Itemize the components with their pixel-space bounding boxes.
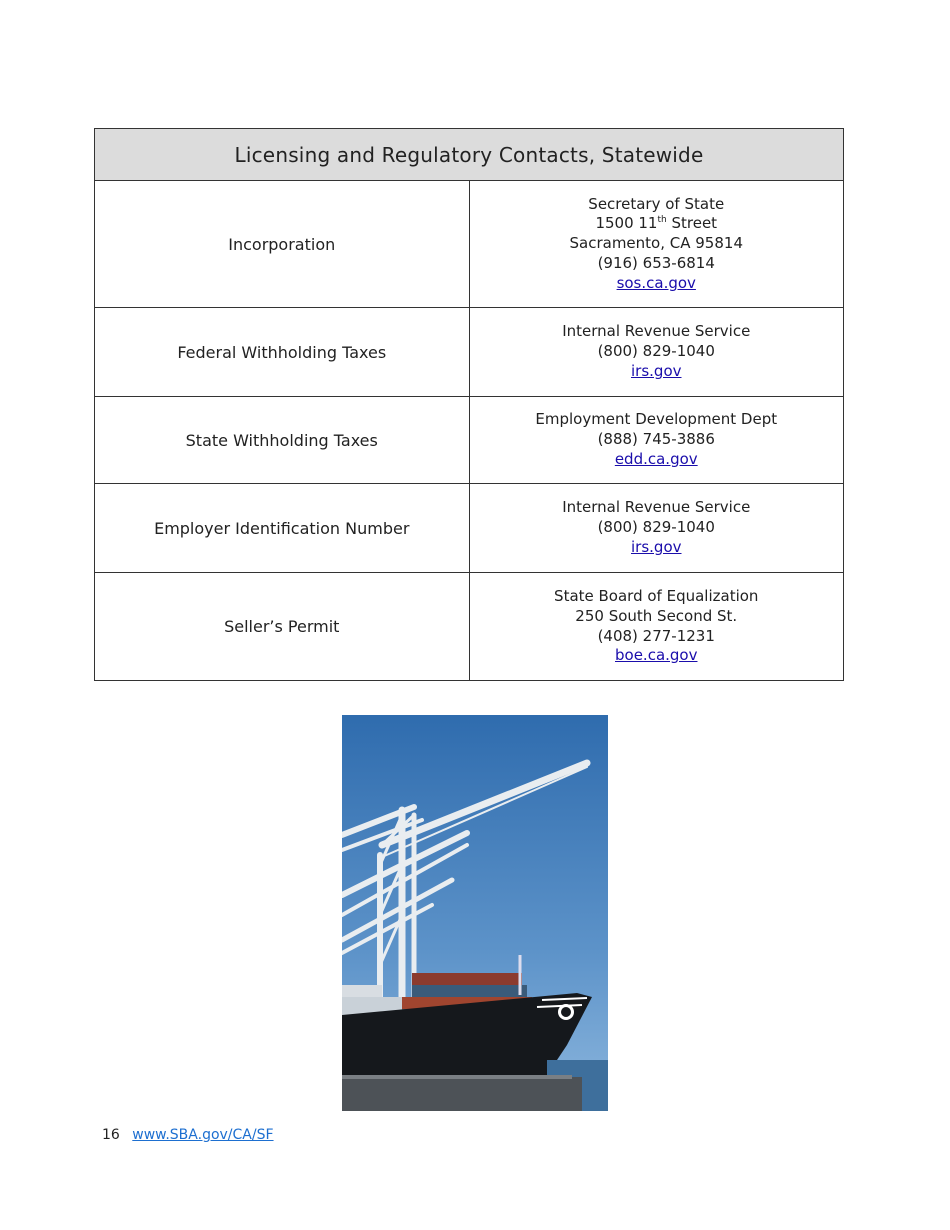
table-row	[95, 397, 844, 484]
contact-org: Secretary of State	[588, 194, 725, 213]
table-row	[95, 573, 844, 681]
row-contact	[469, 484, 844, 573]
contact-link[interactable]: sos.ca.gov	[616, 273, 696, 292]
page-number: 16	[102, 1127, 120, 1143]
footer-link[interactable]: www.SBA.gov/CA/SF	[132, 1127, 274, 1143]
contact-phone: (888) 745-3886	[597, 430, 715, 449]
contact-address: 250 South Second St.	[575, 606, 738, 625]
contact-org: State Board of Equalization	[554, 586, 759, 605]
contact-link[interactable]: boe.ca.gov	[615, 646, 698, 665]
contact-link[interactable]: edd.ca.gov	[614, 449, 698, 468]
row-contact	[469, 397, 844, 484]
row-label: Incorporation	[95, 181, 470, 308]
contact-address: 1500 11th Street	[595, 214, 718, 233]
contact-city: Sacramento, CA 95814	[569, 234, 743, 253]
table-row	[95, 308, 844, 397]
contact-phone: (916) 653-6814	[597, 253, 715, 272]
table-title: Licensing and Regulatory Contacts, Statewide	[95, 129, 844, 181]
table-row	[95, 484, 844, 573]
port-crane-photo	[342, 715, 608, 1111]
table-row	[95, 181, 844, 308]
contact-phone: (800) 829-1040	[597, 518, 715, 537]
row-label: Employer Identification Number	[95, 484, 470, 573]
table-header-row	[95, 129, 844, 181]
row-label: State Withholding Taxes	[95, 397, 470, 484]
contact-org: Internal Revenue Service	[562, 322, 751, 341]
row-contact	[469, 181, 844, 308]
page-footer	[102, 1127, 274, 1143]
row-label: Federal Withholding Taxes	[95, 308, 470, 397]
contact-org: Employment Development Dept	[535, 410, 778, 429]
contact-org: Internal Revenue Service	[562, 498, 751, 517]
row-contact	[469, 573, 844, 681]
row-contact	[469, 308, 844, 397]
contact-phone: (800) 829-1040	[597, 342, 715, 361]
contacts-table	[94, 128, 844, 681]
dock	[342, 1077, 582, 1111]
contact-link[interactable]: irs.gov	[631, 537, 682, 556]
row-label: Seller’s Permit	[95, 573, 470, 681]
contact-link[interactable]: irs.gov	[631, 361, 682, 380]
contact-phone: (408) 277-1231	[597, 626, 715, 645]
